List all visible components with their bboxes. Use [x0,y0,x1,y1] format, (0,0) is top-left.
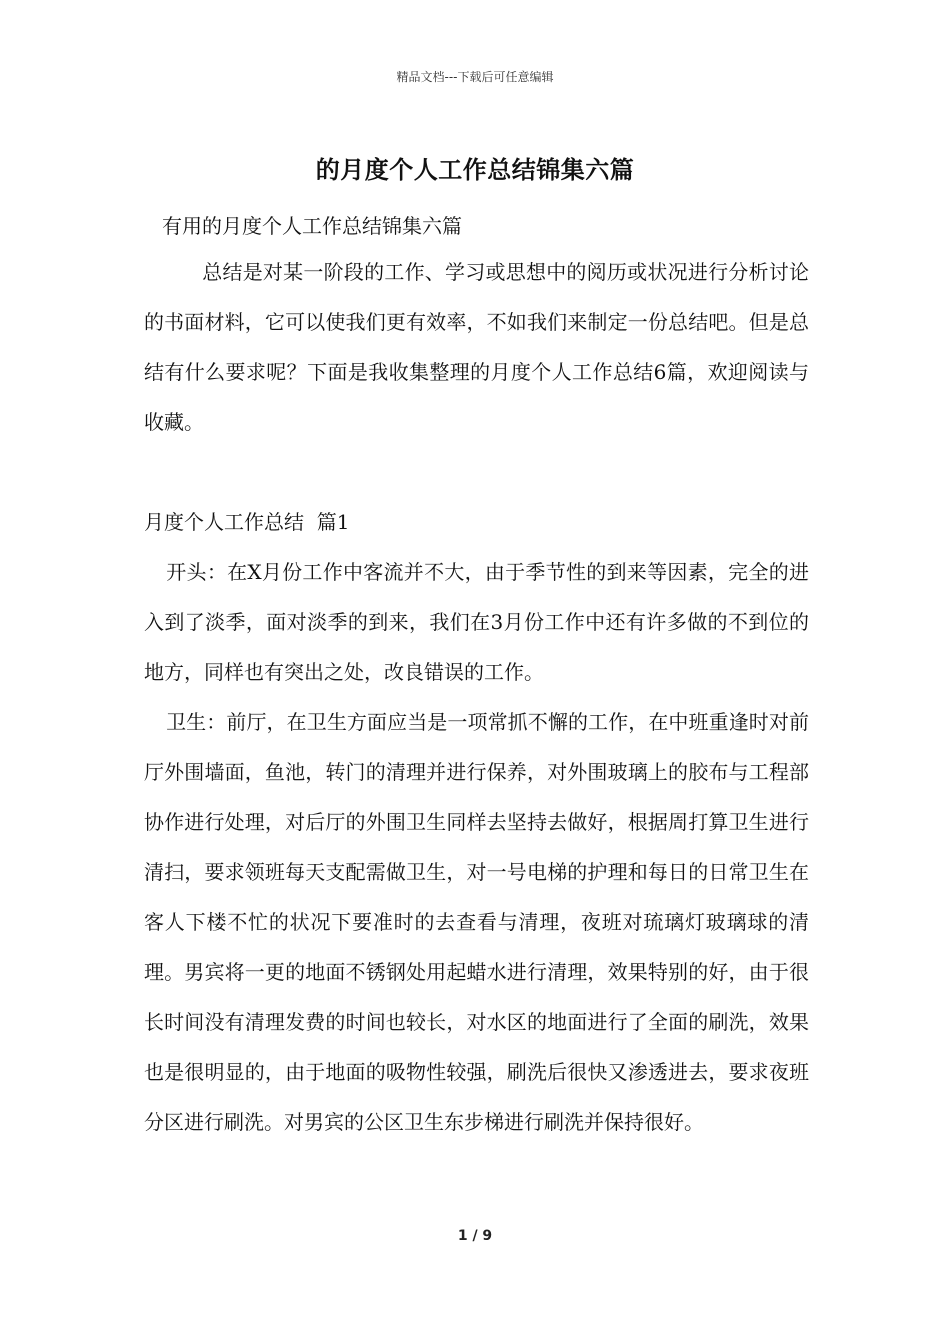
hygiene-text: 卫生：前厅，在卫生方面应当是一项常抓不懈的工作，在中班重逢时对前厅外围墙面，鱼池，转门的清理并进行保养，对外围玻璃上的胶布与工程部协作进行处理，对后厅的外围卫生同样去坚持去做好，根据周打算卫生进行清扫，要求领班每天支配需做卫生，对一号电梯的护理和每日的日常卫生在客人下楼不忙的状况下要准时的去查看与清理，夜班对琉璃灯玻璃球的清理。男宾将一更的地面不锈钢处用起蜡水进行清理，效果特别的好，由于很长时间没有清理发费的时间也较长，对水区的地面进行了全面的刷洗，效果也是很明显的，由于地面的吸物性较强，刷洗后很快又渗透进去，要求夜班分区进行刷洗。对男宾的公区卫生东步梯进行刷洗并保持很好。 [144,710,809,1134]
document-subtitle: 有用的月度个人工作总结锦集六篇 [162,214,462,238]
intro-text: 总结是对某一阶段的工作、学习或思想中的阅历或状况进行分析讨论的书面材料，它可以使我们更有效率，不如我们来制定一份总结吧。但是总结有什么要求呢？下面是我收集整理的月度个人工作总结6篇，欢迎阅读与收藏。 [144,260,809,434]
hygiene-paragraph [144,697,809,1147]
opening-text: 开头：在X月份工作中客流并不大，由于季节性的到来等因素，完全的进入到了淡季，面对淡季的到来，我们在3月份工作中还有许多做的不到位的地方，同样也有突出之处，改良错误的工作。 [144,560,809,684]
opening-paragraph [144,547,809,697]
section-heading: 月度个人工作总结 篇1 [144,510,350,534]
page-number: 1 / 9 [457,1228,493,1244]
document-title: 的月度个人工作总结锦集六篇 [315,155,635,184]
intro-paragraph [144,247,809,447]
page-header: 精品文档---下载后可任意编辑 [396,70,554,84]
